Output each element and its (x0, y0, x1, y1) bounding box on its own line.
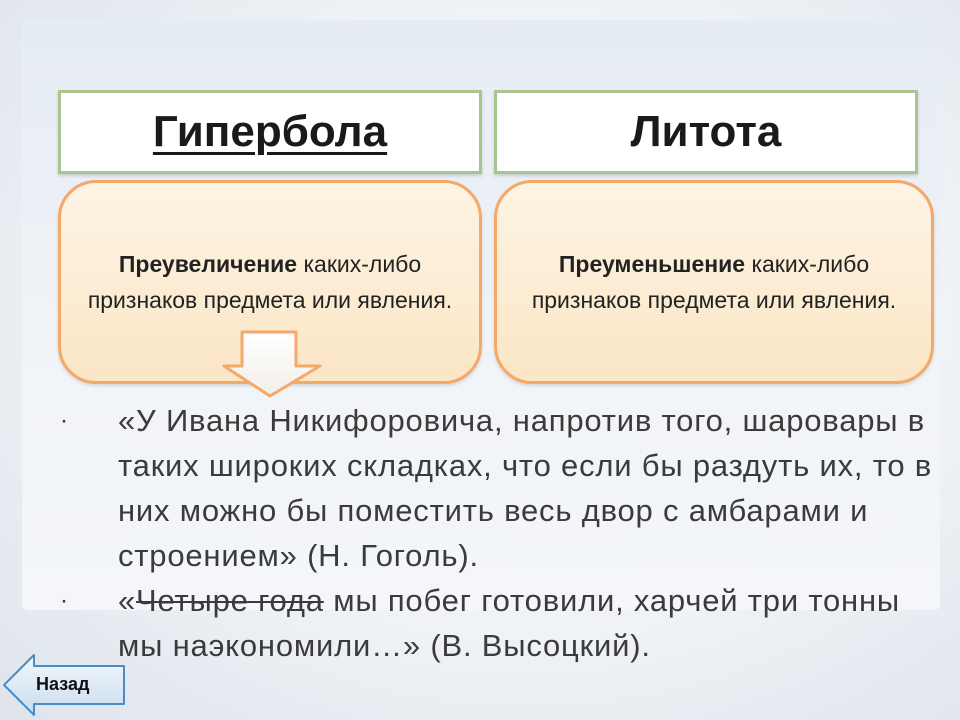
term-litotes-label: Литота (630, 107, 782, 156)
definition-litotes (494, 180, 934, 384)
term-hyperbole-label: Гипербола (152, 107, 388, 156)
back-button-label: Назад (36, 674, 90, 694)
term-litotes-box (494, 90, 918, 174)
back-button[interactable] (2, 652, 128, 718)
definition-litotes-bold: Преуменьшение (558, 251, 746, 277)
down-arrow-icon (220, 330, 324, 398)
example-gogol-text: «У Ивана Никифоровича, напротив того, шаровары в таких широких складках, что если бы раздуть их, то в них можно бы поместить весь двор с амбарами и строением» (Н. Гоголь). (118, 403, 933, 573)
definition-litotes-rest: каких-либо признаков предмета или явления. (531, 251, 897, 313)
bullet-marker: · (60, 587, 69, 614)
list-item (60, 398, 940, 578)
definition-hyperbole-rest: каких-либо признаков предмета или явления. (87, 251, 453, 313)
examples-list (60, 398, 940, 668)
definition-hyperbole-bold: Преувеличение (118, 251, 298, 277)
definition-hyperbole-text (83, 246, 457, 318)
definition-litotes-text (519, 246, 909, 318)
bullet-marker: · (60, 407, 69, 434)
example-vysotsky-struck: Четыре года (136, 583, 324, 618)
example-vysotsky-text: мы побег готовили, харчей три тонны мы наэкономили…» (В. Высоцкий). (118, 583, 900, 663)
term-hyperbole-box (58, 90, 482, 174)
list-item (60, 578, 940, 668)
example-vysotsky-prefix: « (118, 583, 137, 618)
